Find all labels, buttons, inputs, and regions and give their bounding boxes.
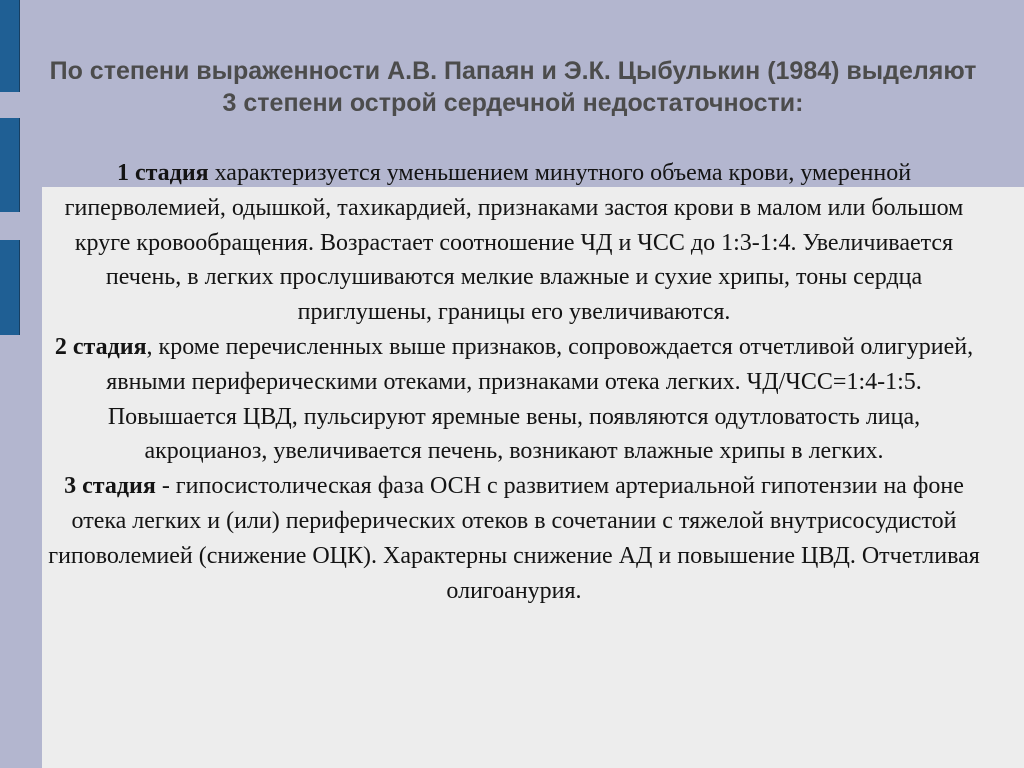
accent-bar-top <box>0 0 20 92</box>
stage-paragraph-2 <box>44 330 984 469</box>
stage-text-2: , кроме перечисленных выше признаков, сопровождается отчетливой олигурией, явными периферическими отеками, признаками отека легких. ЧД/ЧСС=1:4-1:5. Повышается ЦВД, пульсируют яремные вены, появляются одутловатость лица, акроцианоз, увеличивается печень, возникают влажные хрипы в легких. <box>106 333 974 465</box>
slide-title: По степени выраженности А.В. Папаян и Э.К. Цыбулькин (1984) выделяют 3 степени острой сердечной недостаточности: <box>49 57 977 117</box>
slide-body <box>44 156 984 608</box>
left-decoration-strip <box>0 0 22 768</box>
accent-bar-bottom <box>0 240 20 335</box>
stage-text-1: характеризуется уменьшением минутного объема крови, умеренной гиперволемией, одышкой, тахикардией, признаками застоя крови в малом или большом круге кровообращения. Возрастает соотношение ЧД и ЧСС до 1:3-1:4. Увеличивается печень, в легких прослушиваются мелкие влажные и сухие хрипы, тоны сердца приглушены, границы его увеличиваются. <box>64 160 964 326</box>
stage-label-2: 2 стадия <box>54 333 147 360</box>
stage-paragraph-1 <box>44 156 984 330</box>
accent-bar-middle <box>0 118 20 212</box>
stage-label-1: 1 стадия <box>116 160 209 186</box>
stage-text-3: - гипосистолическая фаза ОСН с развитием артериальной гипотензии на фоне отека легких и (или) периферических отеков в сочетании с тяжелой внутрисосудистой гиповолемией (снижение ОЦК). Характерны снижение АД и повышение ЦВД. Отчетливая олигоанурия. <box>48 473 980 604</box>
stage-label-3: 3 стадия <box>64 473 156 500</box>
stage-paragraph-3 <box>44 469 984 608</box>
